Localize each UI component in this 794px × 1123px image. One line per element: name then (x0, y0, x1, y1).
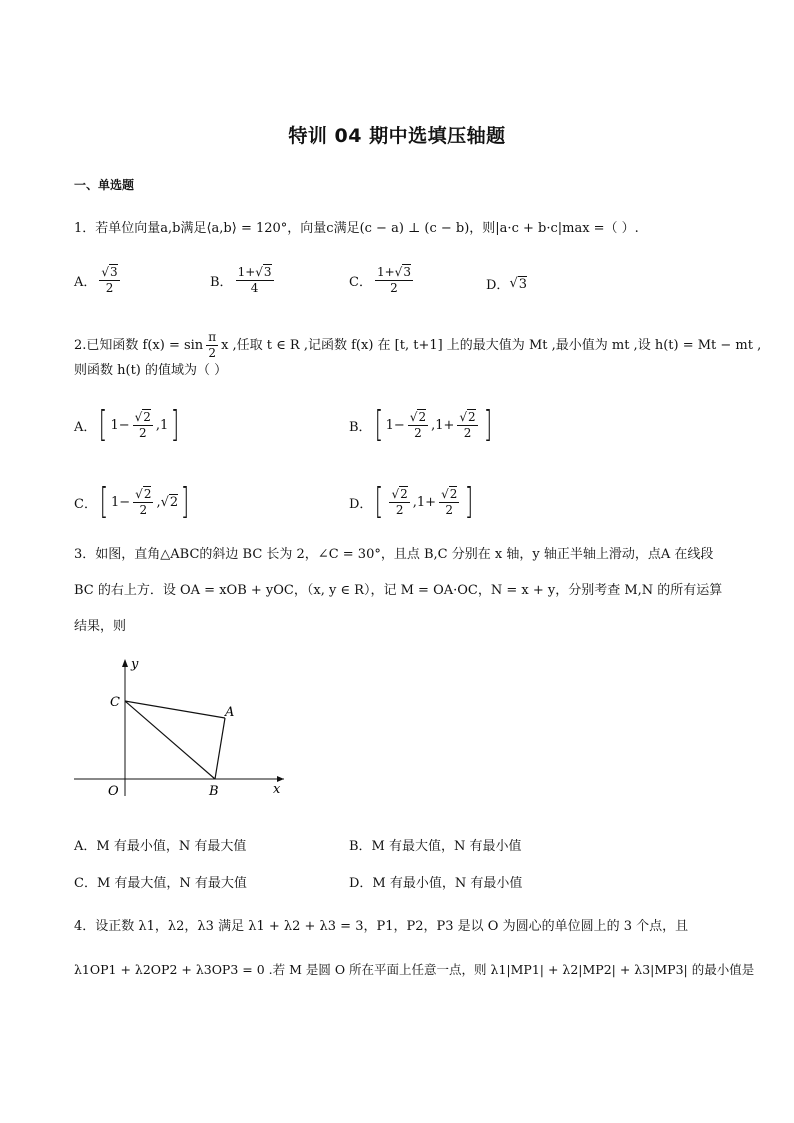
term: , (156, 494, 161, 510)
denominator: 2 (208, 346, 216, 360)
denominator: 2 (414, 425, 422, 440)
radicand: 2 (468, 409, 476, 424)
option-label: B． (210, 275, 233, 290)
question-4-stem-line-2: λ1OP1 + λ2OP2 + λ3OP3 = 0 .若 M 是圆 O 所在平面上任意一点，则 λ1|MP1| + λ2|MP2| + λ3|MP3| 的最小值是 (74, 962, 755, 977)
numerator-prefix: 1+ (376, 265, 395, 279)
segment-ca (125, 701, 225, 718)
numerator: π (208, 330, 217, 344)
denominator: 4 (250, 281, 259, 295)
radicand: 3 (110, 265, 118, 279)
denominator: 2 (395, 502, 404, 517)
label-c: C (110, 695, 120, 710)
question-2-stem-line-2: 则函数 h(t) 的值域为（ ） (74, 363, 228, 378)
triangle-figure (72, 656, 292, 806)
radicand: 2 (449, 486, 458, 501)
question-3-stem-line-3: 结果，则 (74, 619, 127, 634)
term: ,1+ (412, 494, 437, 510)
fraction (206, 330, 218, 361)
radicand: 2 (400, 486, 408, 501)
fraction (99, 265, 119, 296)
segment-cb (125, 701, 215, 779)
option-label: C． (74, 496, 97, 512)
q1-option-b (210, 265, 277, 296)
fraction (439, 487, 459, 518)
term: 1− (385, 417, 405, 433)
label-y: y (131, 657, 139, 672)
label-x: x (273, 782, 281, 797)
denominator: 2 (139, 502, 148, 517)
term: ,1+ (431, 417, 455, 433)
label-origin: O (108, 784, 119, 799)
question-2-stem-line-1 (74, 330, 761, 361)
option-label: C． (349, 275, 372, 290)
radicand: 2 (143, 409, 151, 424)
term: ,1 (155, 417, 169, 433)
fraction (389, 487, 409, 518)
q1-option-a (74, 265, 123, 296)
label-a: A (225, 705, 235, 720)
radicand: 2 (169, 495, 179, 510)
question-1-stem: 1．若单位向量a,b满足⟨a,b⟩ = 120°，向量c满足(c − a) ⊥ (c − b)，则|a·c + b·c|max =（ ）. (74, 221, 639, 236)
denominator: 2 (445, 502, 454, 517)
denominator: 2 (138, 425, 147, 440)
fraction (457, 410, 477, 441)
q3-option-a: A．M 有最小值，N 有最大值 (74, 839, 247, 854)
q2-option-d: D． [ √ $\frac{2}{2}$ ,1+ √ $\frac{2}{2}$ ] (349, 484, 476, 520)
stem-part: x ,任取 t ∈ R ,记函数 f(x) 在 [t, t+1] 上的最大值为 Mt ,最小值为 mt ,设 h(t) = Mt − mt , (221, 337, 762, 353)
denominator: 2 (390, 281, 398, 295)
q3-option-c: C．M 有最大值，N 有最大值 (74, 876, 247, 891)
question-4-stem-line-1: 4．设正数 λ1，λ2，λ3 满足 λ1 + λ2 + λ3 = 3，P1，P2，P3 是以 O 为圆心的单位圆上的 3 个点，且 (74, 919, 689, 934)
q1-option-d (486, 274, 527, 293)
denominator: 2 (463, 425, 472, 440)
segment-ab (215, 718, 225, 779)
option-label: D． (486, 278, 510, 293)
fraction (408, 410, 428, 441)
q2-option-c: C． [ 1− √ $\frac{2}{2}$ , √ 2 ] (74, 484, 192, 520)
stem-part: 2.已知函数 f(x) = sin (74, 337, 204, 353)
term: 1− (111, 494, 131, 510)
q2-option-a: A． [ 1− √ $\frac{2}{2}$ ,1 ] (74, 407, 182, 443)
question-3-stem-line-1: 3．如图，直角△ABC的斜边 BC 长为 2，∠C = 30°，且点 B,C 分别在 x 轴，y 轴正半轴上滑动，点A 在线段 (74, 547, 714, 562)
radicand: 3 (518, 276, 528, 292)
q2-option-b: B． [ 1− √ $\frac{2}{2}$ ,1+ √ $\frac{2}{2}$ ] (349, 407, 495, 443)
section-heading: 一、单选题 (74, 178, 135, 192)
fraction (133, 410, 153, 441)
fraction (133, 487, 153, 518)
page-title: 特训 04 期中选填压轴题 (288, 125, 506, 147)
radicand: 2 (418, 409, 427, 424)
question-3-stem-line-2: BC 的右上方．设 OA = xOB + yOC，（x, y ∈ R），记 M = OA·OC，N = x + y，分别考查 M,N 的所有运算 (74, 583, 723, 598)
label-b: B (209, 784, 219, 799)
option-label: B． (349, 419, 372, 435)
radicand: 2 (143, 486, 152, 501)
y-axis-arrow-icon (122, 659, 128, 667)
option-label: A． (74, 275, 97, 290)
q1-option-c (349, 265, 416, 296)
numerator-prefix: 1+ (237, 265, 256, 279)
radicand: 3 (403, 265, 411, 279)
fraction (375, 265, 413, 296)
option-label: D． (349, 496, 373, 512)
option-label: A． (74, 419, 97, 435)
radicand: 3 (263, 265, 272, 279)
q3-option-b: B．M 有最大值，N 有最小值 (349, 839, 522, 854)
q3-option-d: D．M 有最小值，N 有最小值 (349, 876, 523, 891)
term: 1− (110, 417, 130, 433)
denominator: 2 (105, 281, 114, 295)
fraction (236, 265, 274, 296)
